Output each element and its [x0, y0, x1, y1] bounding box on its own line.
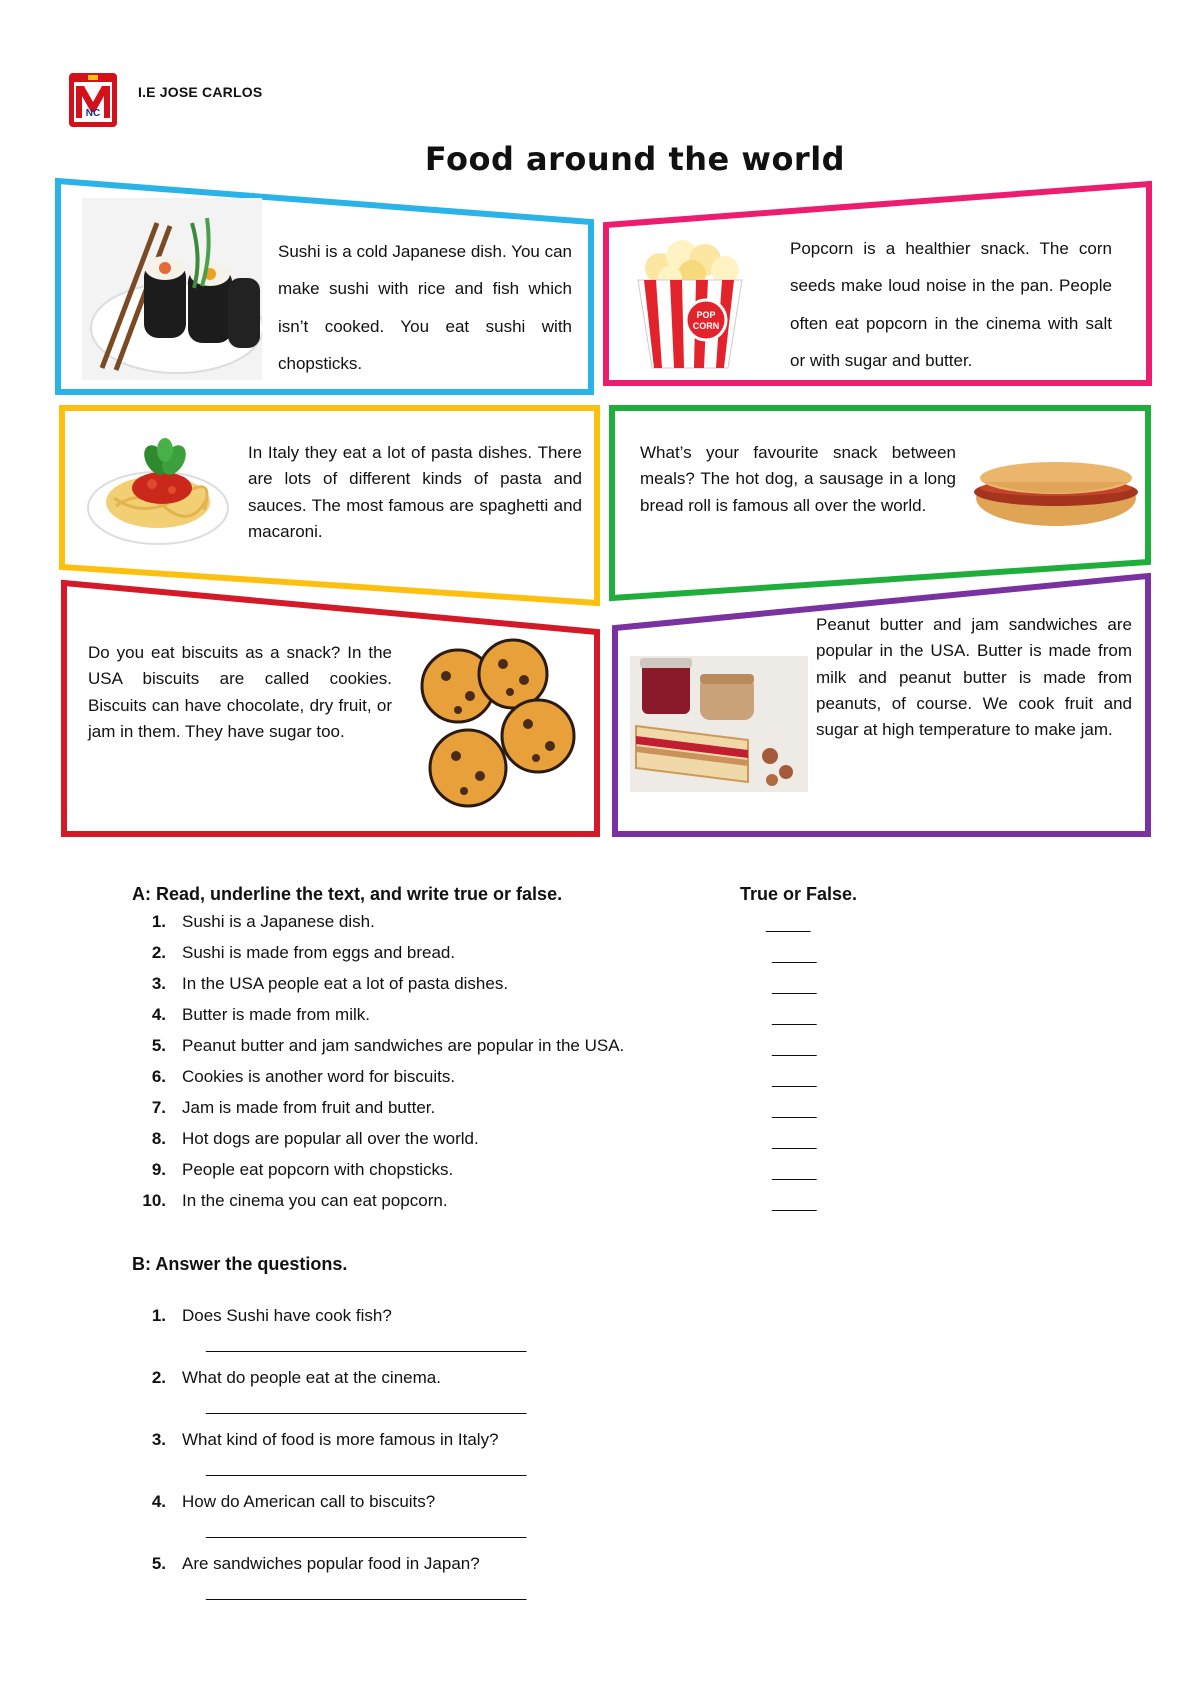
popcorn-text: Popcorn is a healthier snack. The corn seeds make loud noise in the pan. People often eat popcorn in the cinema with salt or with sugar and butter.: [790, 239, 1112, 371]
sushi-image: [82, 198, 262, 380]
answer-blank[interactable]: _____: [772, 1009, 817, 1026]
sandwich-text: Peanut butter and jam sandwiches are popular in the USA. Butter is made from milk and peanut butter is made from peanuts, of course. We cook fruit and sugar at high temperature to make jam.: [816, 615, 1132, 740]
sushi-text: Sushi is a cold Japanese dish. You can make sushi with rice and fish which isn’t cooked. You eat sushi with chopsticks.: [278, 242, 572, 374]
answer-blank[interactable]: _____: [772, 1102, 817, 1119]
section-b-heading: B: Answer the questions.: [132, 1254, 348, 1274]
answer-line[interactable]: ____________________________________: [206, 1336, 527, 1353]
svg-text:NC: NC: [85, 108, 101, 119]
list-item: 6. Cookies is another word for biscuits.: [151, 1067, 456, 1086]
cookies-text: Do you eat biscuits as a snack? In the USA biscuits are called cookies. Biscuits can have chocolate, dry fruit, or jam in them. They have sugar too.: [88, 643, 392, 742]
list-item: 8. Hot dogs are popular all over the world.: [151, 1129, 479, 1148]
pasta-image: [86, 438, 230, 550]
page-title: Food around the world: [424, 140, 846, 178]
answer-line[interactable]: ____________________________________: [206, 1522, 527, 1539]
answer-blank[interactable]: _____: [772, 947, 817, 964]
popcorn-image: [630, 238, 750, 370]
answer-blank[interactable]: _____: [772, 1133, 817, 1150]
school-name: I.E JOSE CARLOS: [138, 84, 263, 100]
questions-list: [132, 1306, 1032, 1626]
answer-blank[interactable]: _____: [772, 1164, 817, 1181]
sandwich-image: [630, 656, 808, 792]
hotdog-text: What’s your favourite snack between meals? The hot dog, a sausage in a long bread roll is famous all over the world.: [640, 443, 956, 515]
true-false-heading: True or False.: [740, 884, 858, 904]
list-item: 4. How do American call to biscuits?: [151, 1492, 436, 1511]
answer-line[interactable]: ____________________________________: [206, 1460, 527, 1477]
svg-text:CORN: CORN: [692, 321, 720, 331]
list-item: 9. People eat popcorn with chopsticks.: [151, 1160, 454, 1179]
list-item: 4. Butter is made from milk.: [151, 1005, 370, 1024]
pasta-text: In Italy they eat a lot of pasta dishes. There are lots of different kinds of pasta and sauces. The most famous are spaghetti and macaroni.: [248, 443, 582, 542]
answer-blank[interactable]: _____: [772, 978, 817, 995]
true-false-list: [132, 912, 1032, 1232]
list-item: 1. Does Sushi have cook fish?: [151, 1306, 392, 1325]
section-a-heading: A: Read, underline the text, and write true or false.: [132, 884, 563, 904]
answer-line[interactable]: ____________________________________: [206, 1584, 527, 1601]
list-item: 2. Sushi is made from eggs and bread.: [151, 943, 456, 962]
list-item: 5. Are sandwiches popular food in Japan?: [151, 1554, 480, 1573]
list-item: 5. Peanut butter and jam sandwiches are popular in the USA.: [151, 1036, 625, 1055]
hotdog-image: [972, 448, 1140, 532]
answer-blank[interactable]: _____: [772, 1195, 817, 1212]
cookies-image: [418, 636, 580, 810]
answer-blank[interactable]: _____: [772, 1071, 817, 1088]
list-item: 3. In the USA people eat a lot of pasta dishes.: [151, 974, 509, 993]
list-item: 7. Jam is made from fruit and butter.: [151, 1098, 436, 1117]
list-item: 3. What kind of food is more famous in Italy?: [151, 1430, 499, 1449]
list-item: 1. Sushi is a Japanese dish.: [151, 912, 375, 931]
list-item: 2. What do people eat at the cinema.: [151, 1368, 441, 1387]
list-item: 10. In the cinema you can eat popcorn.: [142, 1191, 448, 1210]
answer-blank[interactable]: _____: [766, 916, 811, 933]
svg-text:POP: POP: [696, 310, 716, 320]
answer-blank[interactable]: _____: [772, 1040, 817, 1057]
answer-line[interactable]: ____________________________________: [206, 1398, 527, 1415]
